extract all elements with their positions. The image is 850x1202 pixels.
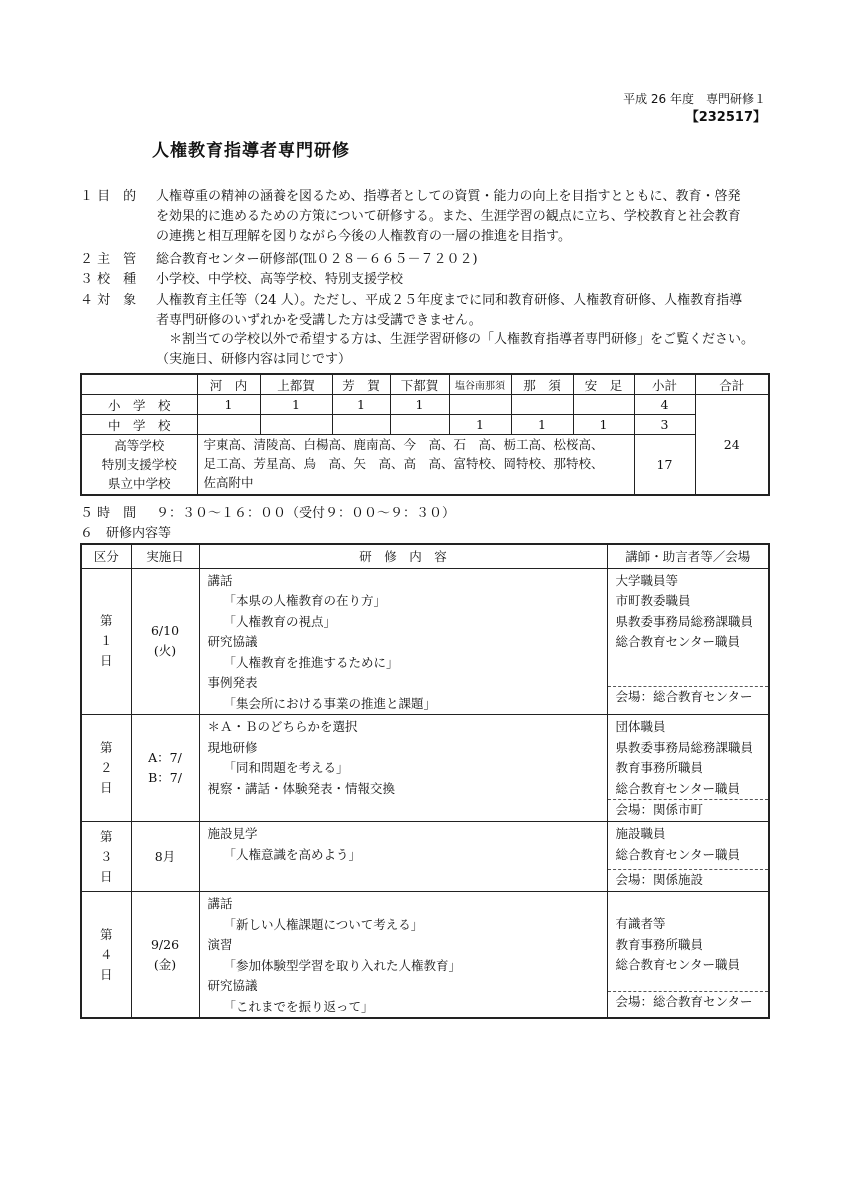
quota-cell: 1 — [573, 415, 634, 435]
content-line: 「同和問題を考える」 — [223, 760, 349, 775]
day-date — [131, 892, 199, 1019]
region-header: 安 足 — [573, 374, 634, 395]
subtotal-cell: 4 — [634, 395, 695, 415]
page-title: 人権教育指導者専門研修 — [152, 141, 350, 161]
content-line: 講話 — [207, 896, 233, 911]
staff-line: 団体職員 — [615, 719, 666, 734]
day-label-char: ３ — [99, 848, 113, 864]
day-label-char: 日 — [99, 868, 113, 884]
day-label-char: 日 — [99, 966, 113, 982]
day-staff — [607, 892, 769, 1019]
section-label: ３ 校 種 — [80, 272, 137, 287]
content-line: 研究協議 — [207, 634, 258, 649]
date-line: (金) — [153, 956, 177, 972]
purpose-line: を効果的に進めるための方策について研修する。また、生涯学習の観点に立ち、学校教育と社会教育 — [156, 209, 741, 224]
date-line: 8月 — [154, 848, 176, 864]
staff-line: 教育事務所職員 — [615, 760, 704, 775]
day-date — [131, 568, 199, 715]
content-line: ＊Ａ・Ｂのどちらかを選択 — [207, 719, 358, 734]
day-label — [81, 715, 131, 822]
section-label: ５ 時 間 — [80, 506, 137, 521]
header-kubun: 区分 — [81, 544, 131, 568]
day-label-char: １ — [99, 633, 113, 649]
row-label-line: 特別支援学校 — [101, 457, 177, 472]
quota-cell — [260, 415, 332, 435]
time-text: ９：３０～１６：００（受付９：００～９：３０） — [156, 506, 456, 521]
target-note: ＊割当ての学校以外で希望する方は、生涯学習研修の「人権教育指導者専門研修」をご覧ください。 — [156, 332, 755, 347]
row-label-high — [81, 435, 197, 496]
content-line: 現地研修 — [207, 739, 258, 755]
staff-line: 総合教育センター職員 — [615, 957, 741, 972]
day-date — [131, 715, 199, 822]
quota-cell: 1 — [197, 395, 260, 415]
quota-corner-cell — [81, 374, 197, 395]
schedule-header-row — [81, 544, 769, 568]
venue-label: 会場：総合教育センター — [608, 686, 769, 706]
section-label: ２ 主 管 — [80, 252, 137, 267]
content-line: 「人権意識を高めよう」 — [223, 846, 362, 862]
subtotal-cell: 3 — [634, 415, 695, 435]
host-text: 総合教育センター研修部(℡０２８－６６５－７２０２) — [156, 252, 478, 267]
day-label-char: 日 — [99, 780, 113, 795]
day-label-char: 日 — [99, 653, 113, 669]
staff-line: 施設職員 — [615, 826, 666, 841]
day-label-char: 第 — [99, 926, 113, 942]
course-code: 【232517】 — [685, 110, 766, 125]
day-staff — [607, 822, 769, 892]
content-line: 「人権教育を推進するために」 — [223, 654, 399, 670]
fiscal-year-label: 平成 26 年度 専門研修１ — [623, 92, 766, 106]
quota-cell: 1 — [332, 395, 390, 415]
date-line: 9/26 — [150, 936, 180, 952]
quota-cell: 1 — [449, 415, 511, 435]
school-list-line: 宇東高、清陵高、白楊高、鹿南高、今 高、石 高、栃工高、松桜高、 — [203, 437, 604, 452]
quota-row-high-school — [81, 435, 769, 496]
school-type-text: 小学校、中学校、高等学校、特別支援学校 — [156, 272, 404, 287]
content-line: 視察・講話・体験発表・情報交換 — [207, 780, 396, 796]
content-line: 演習 — [207, 937, 233, 952]
venue-label: 会場：関係市町 — [608, 799, 769, 819]
staff-line: 県教委事務局総務課職員 — [615, 739, 754, 755]
purpose-line: の連携と相互理解を図りながら今後の人権教育の一層の推進を目指す。 — [156, 229, 571, 244]
staff-line: 県教委事務局総務課職員 — [615, 613, 754, 629]
quota-row-elementary — [81, 395, 769, 415]
content-line: 事例発表 — [207, 675, 258, 690]
day-content — [199, 822, 607, 892]
staff-line: 教育事務所職員 — [615, 936, 704, 952]
total-header: 合計 — [695, 374, 769, 395]
schedule-row-day2 — [81, 715, 769, 822]
total-cell: 24 — [695, 395, 769, 496]
quota-cell — [332, 415, 390, 435]
high-school-list — [197, 435, 634, 496]
day-staff — [607, 568, 769, 715]
quota-table — [80, 373, 770, 496]
school-list-line: 足工高、芳星高、烏 高、矢 高、高 高、富特校、岡特校、那特校、 — [203, 456, 604, 471]
content-line: 研究協議 — [207, 978, 258, 993]
quota-cell — [390, 415, 449, 435]
day-date — [131, 822, 199, 892]
schedule-row-day3 — [81, 822, 769, 892]
region-header: 上都賀 — [260, 374, 332, 395]
staff-line: 大学職員等 — [615, 572, 679, 588]
content-line: 「本県の人権教育の在り方」 — [223, 593, 387, 608]
staff-line: 総合教育センター職員 — [615, 780, 741, 796]
content-line: 施設見学 — [207, 826, 258, 841]
date-line: A：7/ — [148, 750, 182, 765]
day-label-char: ２ — [99, 760, 113, 775]
row-label: 小 学 校 — [81, 395, 197, 415]
content-line: 講話 — [207, 572, 233, 588]
day-content — [199, 568, 607, 715]
schedule-row-day1 — [81, 568, 769, 715]
row-label: 中 学 校 — [81, 415, 197, 435]
quota-cell — [511, 395, 573, 415]
day-label-char: ４ — [99, 946, 113, 962]
row-label-line: 県立中学校 — [107, 476, 171, 491]
staff-line: 市町教委職員 — [615, 593, 691, 608]
day-label — [81, 568, 131, 715]
quota-row-junior-high — [81, 415, 769, 435]
quota-cell: 1 — [390, 395, 449, 415]
staff-line: 有識者等 — [615, 916, 666, 931]
header-staff: 講師・助言者等／会場 — [607, 544, 769, 568]
date-line: (火) — [153, 643, 177, 659]
day-staff — [607, 715, 769, 822]
school-list-line: 佐高附中 — [203, 475, 254, 490]
content-line: 「集会所における事業の推進と課題」 — [223, 695, 437, 711]
target-line: 人権教育主任等（24 人）。ただし、平成２５年度までに同和教育研修、人権教育研修、人権教育指導 — [156, 293, 743, 308]
venue-label: 会場：総合教育センター — [608, 991, 769, 1011]
region-header: 下都賀 — [390, 374, 449, 395]
quota-cell — [449, 395, 511, 415]
day-label-char: 第 — [99, 740, 113, 755]
venue-label: 会場：関係施設 — [608, 869, 769, 889]
day-label-char: 第 — [99, 613, 113, 629]
content-line: 「新しい人権課題について考える」 — [223, 916, 424, 932]
day-label — [81, 822, 131, 892]
section-label: １ 目 的 — [80, 189, 137, 204]
section-content-label: ６ 研修内容等 — [80, 526, 172, 541]
schedule-row-day4 — [81, 892, 769, 1019]
quota-cell — [197, 415, 260, 435]
day-label-char: 第 — [99, 828, 113, 844]
date-line: B：7/ — [148, 770, 182, 785]
quota-cell — [573, 395, 634, 415]
content-line: 「これまでを振り返って」 — [223, 998, 374, 1014]
target-line: 者専門研修のいずれかを受講した方は受講できません。 — [156, 312, 482, 328]
header-content: 研 修 内 容 — [199, 544, 607, 568]
staff-line: 総合教育センター職員 — [615, 634, 741, 649]
region-header: 塩谷南那須 — [449, 374, 511, 395]
schedule-table — [80, 543, 770, 1019]
section-label: ４ 対 象 — [80, 293, 137, 308]
quota-cell: 1 — [260, 395, 332, 415]
quota-header-row — [81, 374, 769, 395]
date-line: 6/10 — [150, 623, 180, 639]
content-line: 「参加体験型学習を取り入れた人権教育」 — [223, 957, 462, 973]
target-note: （実施日、研修内容は同じです） — [156, 351, 352, 367]
header-date: 実施日 — [131, 544, 199, 568]
row-label-line: 高等学校 — [114, 438, 165, 453]
subtotal-cell: 17 — [634, 435, 695, 496]
staff-line: 総合教育センター職員 — [615, 846, 741, 862]
day-content — [199, 715, 607, 822]
subtotal-header: 小計 — [634, 374, 695, 395]
region-header: 河 内 — [197, 374, 260, 395]
day-label — [81, 892, 131, 1019]
day-content — [199, 892, 607, 1019]
region-header: 那 須 — [511, 374, 573, 395]
purpose-line: 人権尊重の精神の涵養を図るため、指導者としての資質・能力の向上を目指すとともに、教育・啓発 — [156, 189, 741, 204]
quota-cell: 1 — [511, 415, 573, 435]
content-line: 「人権教育の視点」 — [223, 613, 337, 629]
region-header: 芳 賀 — [332, 374, 390, 395]
